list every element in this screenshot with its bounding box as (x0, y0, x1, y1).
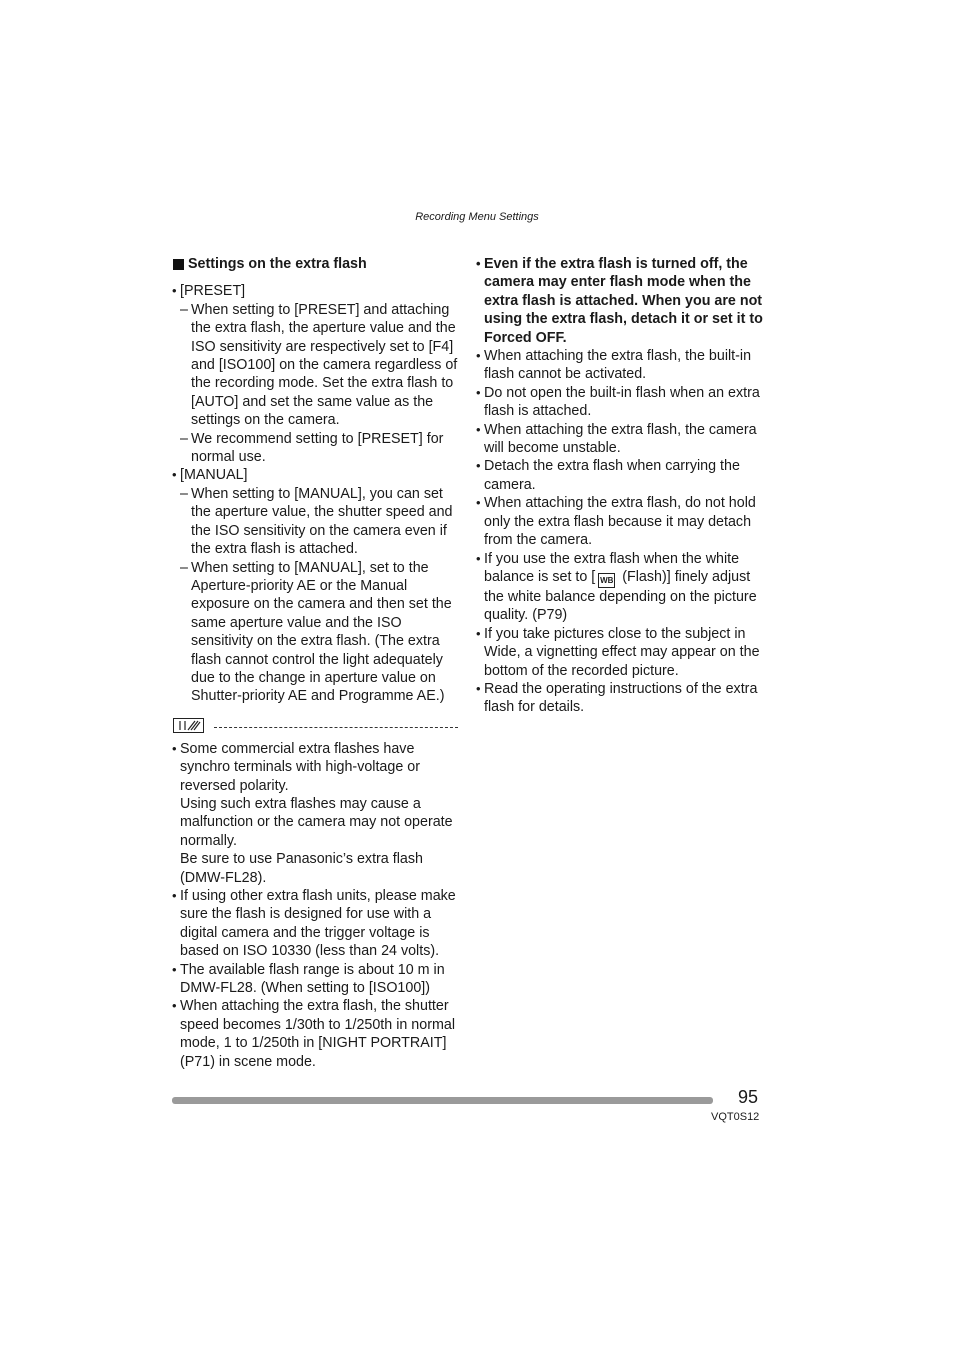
list-item: • Detach the extra flash when carrying the camera. (476, 457, 766, 494)
list-item: • Do not open the built-in flash when an extra flash is attached. (476, 384, 766, 421)
square-bullet-icon (173, 259, 184, 270)
preset-item: – We recommend setting to [PRESET] for normal use. (172, 430, 462, 467)
page-number: 95 (738, 1087, 759, 1107)
manual-label: • [MANUAL] (172, 466, 462, 484)
list-item: • Read the operating instructions of the extra flash for details. (476, 680, 766, 717)
running-header: Recording Menu Settings (415, 211, 539, 223)
dashed-line (214, 727, 458, 728)
model-code: VQT0S12 (711, 1111, 760, 1123)
preset-label: • [PRESET] (172, 282, 462, 300)
preset-item: – When setting to [PRESET] and attaching the extra flash, the aperture value and the ISO sensitivity are respectively set to [F4] and [ISO100] on the camera regardless of the recording mode. Set the extra flash to [AUTO] and set the same value as the settings on the camera. (172, 301, 462, 430)
note-divider (172, 718, 462, 738)
right-column (476, 255, 766, 717)
list-item-white-balance (476, 550, 766, 625)
footer-bar (172, 1097, 713, 1104)
list-item: • When attaching the extra flash, do not hold only the extra flash because it may detach from the camera. (476, 494, 766, 549)
left-column (172, 255, 462, 1071)
note-item: • The available flash range is about 10 m in DMW-FL28. (When setting to [ISO100]) (172, 961, 462, 998)
wb-text-post: (Flash)] finely adjust the white balance depending on the picture quality. (P79) (484, 568, 757, 624)
note-item: • When attaching the extra flash, the shutter speed becomes 1/30th to 1/250th in normal mode, 1 to 1/250th in [NIGHT PORTRAIT] (P71) in scene mode. (172, 997, 462, 1071)
list-item: • When attaching the extra flash, the camera will become unstable. (476, 421, 766, 458)
note-icon (173, 718, 204, 733)
note-continuation: Using such extra flashes may cause a malfunction or the camera may not operate normally. (180, 795, 453, 849)
section-title (172, 255, 462, 273)
list-item: • When attaching the extra flash, the built-in flash cannot be activated. (476, 347, 766, 384)
note-item: • Some commercial extra flashes have synchro terminals with high-voltage or reversed polarity. (172, 740, 462, 795)
note-continuation: Be sure to use Panasonic’s extra flash (DMW-FL28). (180, 851, 423, 886)
list-item: • If you take pictures close to the subject in Wide, a vignetting effect may appear on the bottom of the recorded picture. (476, 625, 766, 680)
note-item: • If using other extra flash units, please make sure the flash is designed for use with a digital camera and the trigger voltage is based on ISO 10330 (less than 24 volts). (172, 887, 462, 961)
wb-text-pre: If you use the extra flash when the white balance is set to [ (484, 550, 740, 585)
section-title-text: Settings on the extra flash (188, 256, 367, 272)
warning-item: • Even if the extra flash is turned off, the camera may enter flash mode when the extra flash is attached. When you are not using the extra flash, detach it or set it to Forced OFF. (476, 255, 766, 347)
manual-item: – When setting to [MANUAL], you can set the aperture value, the shutter speed and the ISO sensitivity on the camera even if the extra flash is attached. (172, 485, 462, 559)
flash-white-balance-icon: WB (598, 573, 615, 588)
manual-item: – When setting to [MANUAL], set to the Aperture-priority AE or the Manual exposure on the camera and then set the same aperture value and the ISO sensitivity on the extra flash. (The extra flash cannot control the light adequately due to the change in aperture value on Shutter-priority AE and Programme AE.) (172, 559, 462, 706)
